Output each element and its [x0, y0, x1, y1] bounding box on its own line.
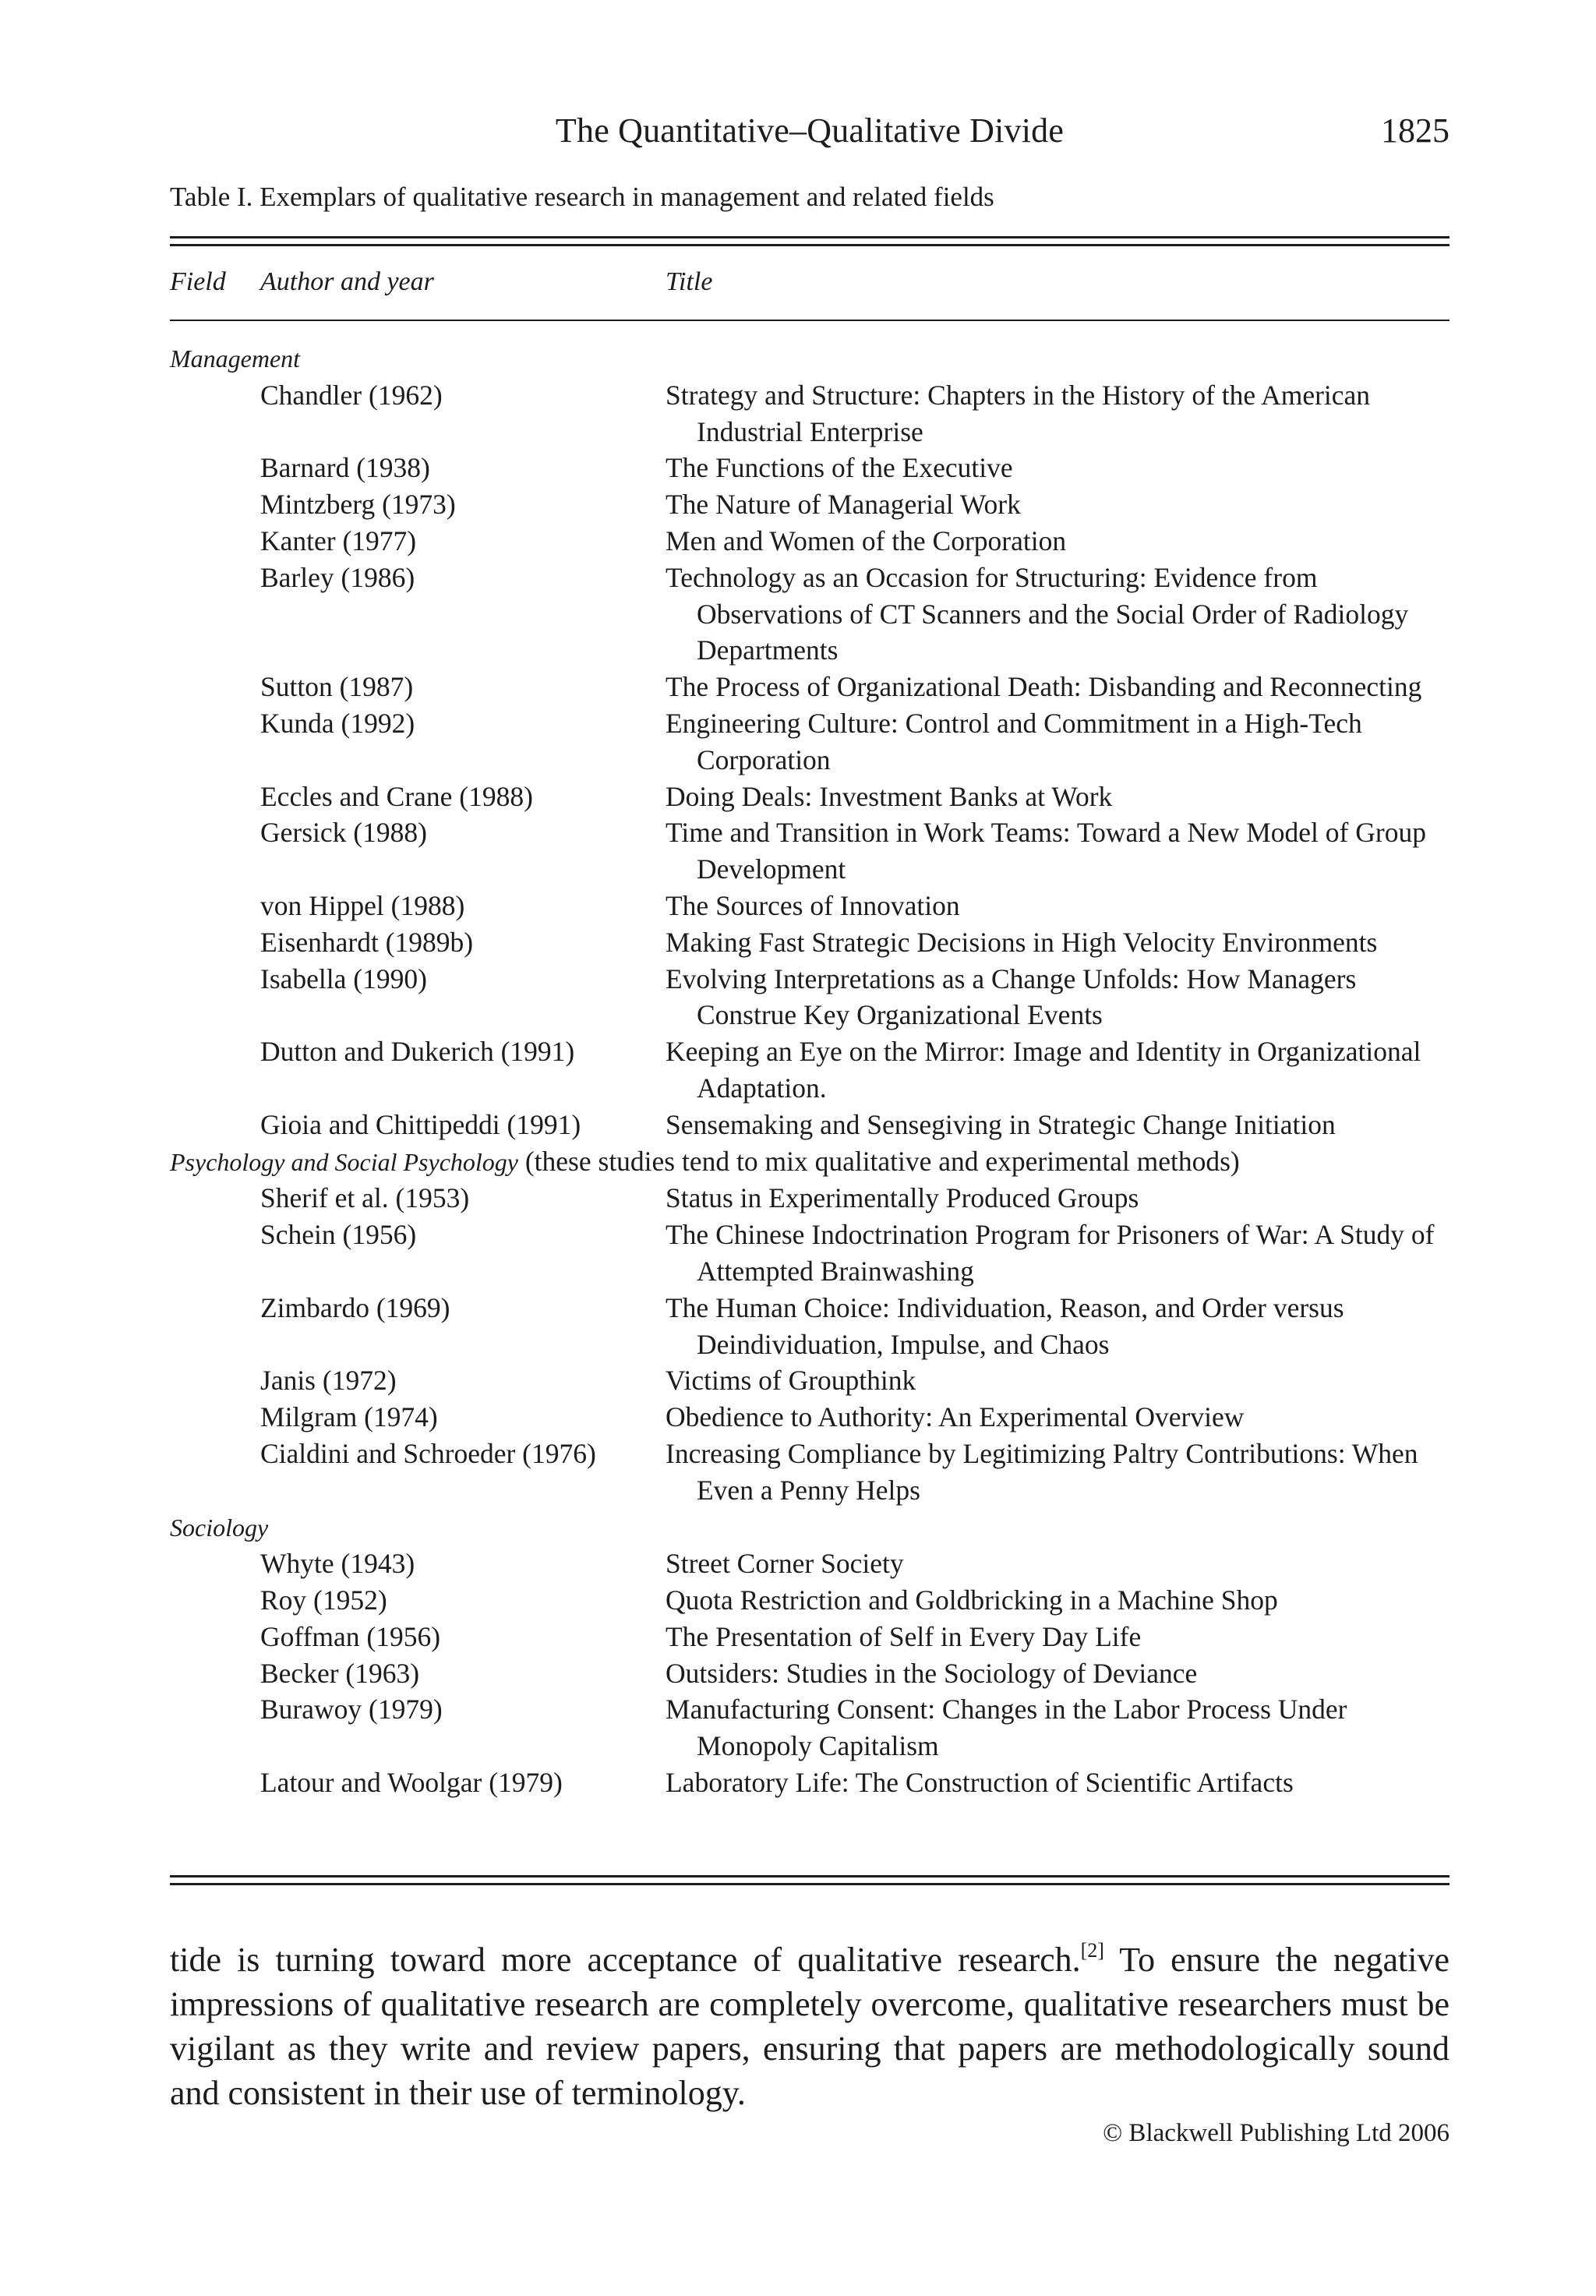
table-bottom-rule-1 [170, 1875, 1449, 1877]
title-cell: Outsiders: Studies in the Sociology of Deviance [666, 1657, 1198, 1689]
author-year-cell: Zimbardo (1969) [260, 1291, 450, 1323]
title-cell: Making Fast Strategic Decisions in High Velocity Environments [666, 926, 1378, 958]
title-cell: The Functions of the Executive [666, 452, 1013, 484]
table-row [170, 705, 1449, 779]
title-cell: Manufacturing Consent: Changes in the Labor Process Under Monopoly Capitalism [666, 1694, 1347, 1762]
running-head [170, 108, 1449, 154]
title-cell: The Presentation of Self in Every Day Life [666, 1620, 1142, 1652]
table-row [170, 1217, 1449, 1290]
column-header-title: Title [666, 267, 713, 296]
table-row [170, 1436, 1449, 1509]
section-name: Sociology [170, 1513, 269, 1542]
table-row [170, 779, 1449, 815]
title-cell: Quota Restriction and Goldbricking in a Machine Shop [666, 1584, 1278, 1616]
title-cell: Increasing Compliance by Legitimizing Paltry Contributions: When Even a Penny Helps [666, 1437, 1418, 1506]
title-cell: The Nature of Managerial Work [666, 489, 1021, 521]
author-year-cell: Roy (1952) [260, 1584, 387, 1616]
table-row [170, 1033, 1449, 1107]
section-name: Psychology and Social Psychology [170, 1147, 518, 1176]
author-year-cell: Goffman (1956) [260, 1620, 441, 1652]
copyright-notice: © Blackwell Publishing Ltd 2006 [1103, 2119, 1449, 2147]
title-cell: Status in Experimentally Produced Groups [666, 1182, 1139, 1214]
author-year-cell: Chandler (1962) [260, 379, 443, 411]
author-year-cell: Burawoy (1979) [260, 1694, 443, 1726]
table-bottom-rule-2 [170, 1883, 1449, 1885]
footnote-marker[interactable]: [2] [1080, 1939, 1104, 1962]
table-row [170, 486, 1449, 523]
table-row [170, 1362, 1449, 1399]
table-top-rule-2 [170, 244, 1449, 246]
author-year-cell: Isabella (1990) [260, 963, 427, 994]
section-name: Management [170, 344, 301, 373]
title-cell: Victims of Groupthink [666, 1365, 916, 1397]
column-header-author-year: Author and year [260, 267, 434, 296]
author-year-cell: Cialdini and Schroeder (1976) [260, 1437, 596, 1469]
table-top-rule-1 [170, 236, 1449, 238]
table-row [170, 1107, 1449, 1143]
author-year-cell: Schein (1956) [260, 1219, 417, 1251]
column-header-field: Field [170, 267, 226, 296]
author-year-cell: Kunda (1992) [260, 707, 415, 739]
author-year-cell: Barley (1986) [260, 561, 415, 593]
table-row [170, 450, 1449, 486]
table-row [170, 1655, 1449, 1692]
author-year-cell: von Hippel (1988) [260, 889, 465, 921]
author-year-cell: Milgram (1974) [260, 1401, 438, 1433]
author-year-cell: Sherif et al. (1953) [260, 1182, 470, 1214]
body-text-end: To ensure the negative impressions of qualitative research are completely overcome, qualitative researchers must be vigilant as they write and review papers, ensuring that papers are methodologically sound and consistent in their use of terminology. [170, 1941, 1449, 2112]
table-row [170, 523, 1449, 560]
table-row [170, 1582, 1449, 1619]
author-year-cell: Barnard (1938) [260, 452, 430, 484]
title-cell: Technology as an Occasion for Structuring: Evidence from Observations of CT Scanners and the Social Order of Radiology Departments [666, 561, 1409, 666]
title-cell: Time and Transition in Work Teams: Toward a New Model of Group Development [666, 817, 1426, 885]
table-row [170, 560, 1449, 669]
section-header [170, 1509, 1449, 1546]
table-row [170, 1545, 1449, 1582]
title-cell: Evolving Interpretations as a Change Unfolds: How Managers Construe Key Organizational Events [666, 963, 1357, 1031]
title-cell: Sensemaking and Sensegiving in Strategic Change Initiation [666, 1108, 1336, 1140]
title-cell: The Human Choice: Individuation, Reason, and Order versus Deindividuation, Impulse, and Chaos [666, 1291, 1344, 1360]
author-year-cell: Eccles and Crane (1988) [260, 780, 533, 812]
table-row [170, 1180, 1449, 1217]
body-text-start: tide is turning toward more acceptance of qualitative research. [170, 1941, 1081, 1979]
author-year-cell: Sutton (1987) [260, 671, 414, 703]
title-cell: Men and Women of the Corporation [666, 525, 1067, 556]
author-year-cell: Whyte (1943) [260, 1548, 415, 1580]
table-header-row [170, 260, 1449, 304]
author-year-cell: Dutton and Dukerich (1991) [260, 1036, 575, 1068]
body-paragraph [170, 1937, 1449, 2115]
page-number: 1825 [1381, 111, 1449, 150]
table-row [170, 961, 1449, 1034]
title-cell: The Chinese Indoctrination Program for Prisoners of War: A Study of Attempted Brainwashing [666, 1219, 1435, 1287]
section-header [170, 1143, 1449, 1181]
title-cell: Street Corner Society [666, 1548, 904, 1580]
title-cell: The Process of Organizational Death: Disbanding and Reconnecting [666, 671, 1422, 703]
author-year-cell: Eisenhardt (1989b) [260, 926, 474, 958]
table-body [170, 340, 1449, 1801]
author-year-cell: Kanter (1977) [260, 525, 417, 556]
table-row [170, 1764, 1449, 1801]
table-row [170, 888, 1449, 924]
section-note: (these studies tend to mix qualitative and experimental methods) [517, 1145, 1240, 1177]
title-cell: Strategy and Structure: Chapters in the History of the American Industrial Enterprise [666, 379, 1371, 447]
title-cell: Laboratory Life: The Construction of Scientific Artifacts [666, 1767, 1294, 1799]
table-row [170, 1399, 1449, 1436]
section-header [170, 340, 1449, 377]
author-year-cell: Gersick (1988) [260, 817, 427, 849]
author-year-cell: Becker (1963) [260, 1657, 420, 1689]
title-cell: Doing Deals: Investment Banks at Work [666, 780, 1113, 812]
table-row [170, 377, 1449, 450]
title-cell: Keeping an Eye on the Mirror: Image and Identity in Organizational Adaptation. [666, 1036, 1421, 1104]
author-year-cell: Latour and Woolgar (1979) [260, 1767, 563, 1799]
author-year-cell: Janis (1972) [260, 1365, 397, 1397]
title-cell: Engineering Culture: Control and Commitment in a High-Tech Corporation [666, 707, 1362, 775]
title-cell: The Sources of Innovation [666, 889, 960, 921]
table-row [170, 1691, 1449, 1764]
table-row [170, 814, 1449, 888]
author-year-cell: Gioia and Chittipeddi (1991) [260, 1108, 581, 1140]
title-cell: Obedience to Authority: An Experimental Overview [666, 1401, 1245, 1433]
table-row [170, 924, 1449, 961]
table-row [170, 1619, 1449, 1655]
author-year-cell: Mintzberg (1973) [260, 489, 456, 521]
table-caption: Table I. Exemplars of qualitative research in management and related fields [170, 182, 994, 212]
table-row [170, 669, 1449, 705]
table-row [170, 1290, 1449, 1363]
running-title: The Quantitative–Qualitative Divide [555, 111, 1065, 150]
table-header-rule [170, 320, 1449, 321]
